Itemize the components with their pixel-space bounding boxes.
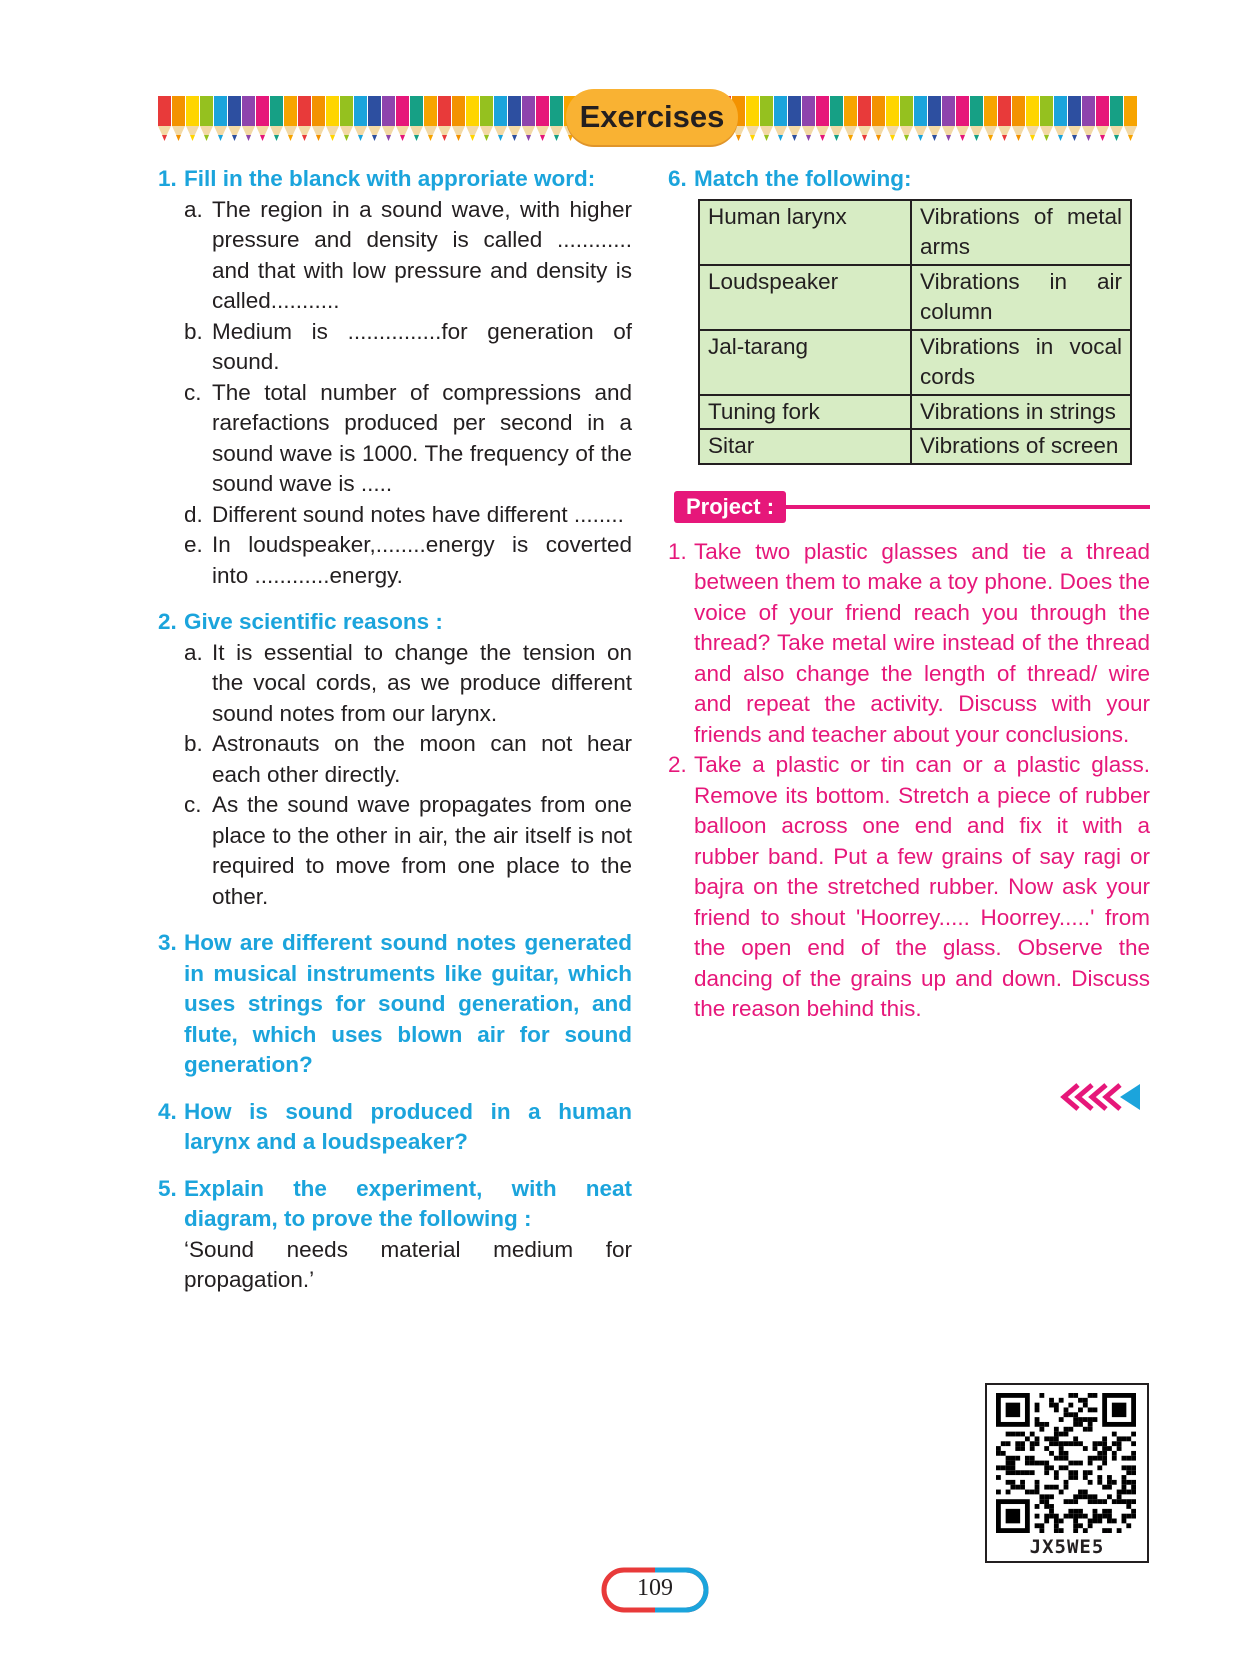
item-text: Take two plastic glasses and tie a thread between them to make a toy phone. Does the voice of your friend reach you through the thread? Take metal wire instead of the thread and also change the length of thread/ wire and repeat the activity. Discuss with your friends and teacher about your conclusions. [694, 538, 1150, 747]
question-items [184, 195, 632, 592]
question-items [184, 638, 632, 913]
qr-code-label: JX5WE5 [1029, 1536, 1105, 1558]
item-text: Medium is ...............for generation of sound. [212, 318, 632, 374]
project-list [668, 537, 1150, 1025]
question-number: 6. [668, 166, 687, 191]
qr-code-icon [996, 1393, 1136, 1533]
list-item [184, 638, 632, 730]
table-cell-right: Vibrations in vocal cords [911, 330, 1131, 395]
table-cell-right: Vibrations in air column [911, 265, 1131, 330]
list-item [184, 195, 632, 317]
list-item [184, 530, 632, 591]
question-title: Explain the experiment, with neat diagram, to prove the following : [184, 1175, 632, 1231]
qr-code[interactable] [985, 1383, 1149, 1563]
item-number: 2. [668, 752, 687, 777]
item-label: c. [184, 792, 202, 817]
item-text: Astronauts on the moon can not hear each other directly. [212, 731, 632, 787]
question-5 [158, 1174, 632, 1296]
table-cell-left: Jal-tarang [699, 330, 911, 395]
item-label: c. [184, 379, 202, 405]
item-text: In loudspeaker,........energy is coverted into ............energy. [212, 532, 632, 588]
table-row [699, 330, 1131, 395]
table-cell-right: Vibrations of screen [911, 429, 1131, 464]
item-label: d. [184, 501, 203, 527]
question-6 [668, 164, 1150, 195]
item-text: The region in a sound wave, with higher pressure and density is called ............ and that with low pressure and density is called........... [212, 196, 632, 313]
list-item [184, 317, 632, 378]
item-label: a. [184, 639, 203, 665]
list-item [668, 537, 1150, 751]
question-1 [158, 164, 632, 591]
table-cell-right: Vibrations of metal arms [911, 200, 1131, 265]
table-cell-left: Loudspeaker [699, 265, 911, 330]
table-cell-right: Vibrations in strings [911, 395, 1131, 430]
question-title: Give scientific reasons : [184, 609, 443, 634]
table-cell-left: Human larynx [699, 200, 911, 265]
question-number: 4. [158, 1098, 177, 1124]
section-end-arrows-icon [1060, 1082, 1144, 1117]
list-item [184, 790, 632, 912]
page-number-badge [601, 1567, 709, 1613]
item-text: As the sound wave propagates from one place to the other in air, the air itself is not required to move from one place to the other. [212, 792, 632, 909]
item-label: b. [184, 318, 203, 344]
match-table [698, 199, 1132, 465]
question-number: 1. [158, 166, 177, 191]
item-text: The total number of compressions and rarefactions produced per second in a sound wave is 1000. The frequency of the sound wave is ..... [212, 379, 632, 496]
table-cell-left: Sitar [699, 429, 911, 464]
question-title: How are different sound notes generated in musical instruments like guitar, which uses strings for sound generation, and flute, which uses blown air for sound generation? [184, 930, 632, 1077]
project-label: Project : [674, 491, 786, 523]
question-title: Fill in the blanck with approriate word: [184, 166, 596, 191]
question-title: How is sound produced in a human larynx and a loudspeaker? [184, 1098, 632, 1154]
item-number: 1. [668, 538, 687, 564]
item-label: e. [184, 532, 203, 557]
question-number: 5. [158, 1175, 177, 1201]
question-3 [158, 928, 632, 1081]
question-4 [158, 1097, 632, 1158]
page-title: Exercises [566, 89, 738, 145]
question-statement: ‘Sound needs material medium for propagation.’ [184, 1236, 632, 1292]
list-item [184, 500, 632, 531]
table-row [699, 429, 1131, 464]
table-row [699, 200, 1131, 265]
question-number: 2. [158, 609, 177, 634]
list-item [184, 729, 632, 790]
question-number: 3. [158, 930, 177, 955]
page-number: 109 [637, 1575, 673, 1601]
right-column [668, 164, 1150, 1025]
question-2 [158, 607, 632, 912]
project-header [668, 491, 1150, 525]
table-row [699, 265, 1131, 330]
list-item [668, 750, 1150, 1025]
table-cell-left: Tuning fork [699, 395, 911, 430]
table-row [699, 395, 1131, 430]
question-title: Match the following: [694, 166, 912, 191]
item-text: Different sound notes have different ........ [212, 501, 624, 527]
item-label: a. [184, 196, 203, 222]
item-text: Take a plastic or tin can or a plastic glass. Remove its bottom. Stretch a piece of rubber balloon across one end and fix it with a rubber band. Put a few grains of say ragi or bajra on the stretched rubber. Now ask your friend to shout 'Hoorrey..... Hoorrey.....' from the open end of the glass. Observe the dancing of the grains up and down. Discuss the reason behind this. [694, 752, 1150, 1021]
item-text: It is essential to change the tension on the vocal cords, as we produce different sound notes from our larynx. [212, 639, 632, 726]
list-item [184, 378, 632, 500]
project-divider [778, 505, 1150, 509]
item-label: b. [184, 731, 203, 756]
left-column [158, 164, 632, 1312]
